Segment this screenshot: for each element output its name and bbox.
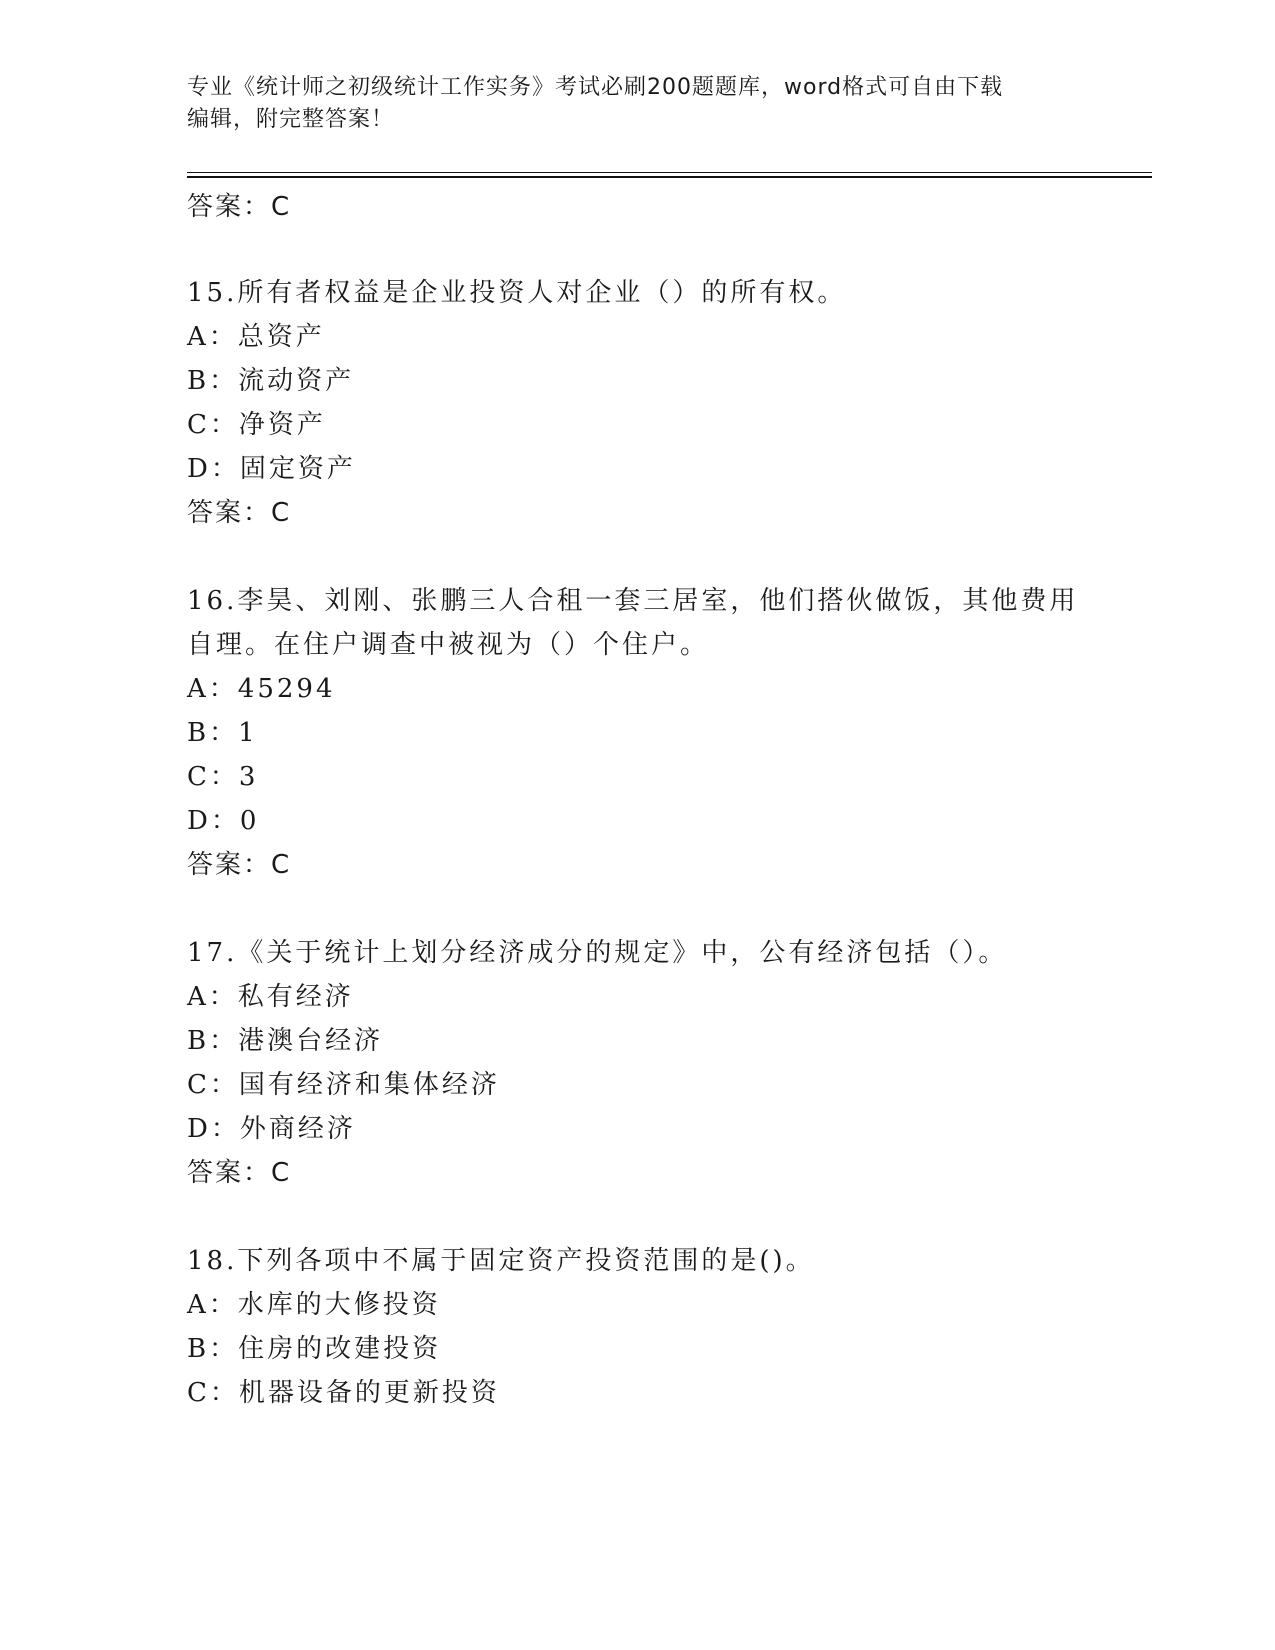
option-b: B：1 (187, 718, 258, 748)
header-line-2: 编辑，附完整答案！ (187, 107, 395, 132)
option-b: B：港澳台经济 (187, 1026, 384, 1056)
option-d: D：固定资产 (187, 454, 356, 484)
option-c: C：3 (187, 762, 259, 792)
header-divider-thick (187, 176, 1152, 178)
answer-line: 答案：C (187, 192, 292, 222)
answer-line: 答案：C (187, 1158, 292, 1188)
option-a: A：45294 (187, 674, 336, 704)
question-stem: 17.《关于统计上划分经济成分的规定》中，公有经济包括（）。 (187, 938, 1008, 968)
question-stem: 16.李昊、刘刚、张鹏三人合租一套三居室，他们搭伙做饭，其他费用 (187, 586, 1079, 616)
option-c: C：国有经济和集体经济 (187, 1070, 500, 1100)
option-a: A：私有经济 (187, 982, 354, 1012)
page-header (187, 72, 1087, 136)
header-line-1: 专业《统计师之初级统计工作实务》考试必刷200题题库，word格式可自由下载 (187, 75, 1004, 100)
question-stem: 15.所有者权益是企业投资人对企业（）的所有权。 (187, 278, 847, 308)
option-a: A：水库的大修投资 (187, 1290, 441, 1320)
answer-line: 答案：C (187, 498, 292, 528)
option-b: B：流动资产 (187, 366, 355, 396)
option-c: C：净资产 (187, 410, 326, 440)
option-b: B：住房的改建投资 (187, 1334, 442, 1364)
option-a: A：总资产 (187, 322, 325, 352)
answer-line: 答案：C (187, 850, 292, 880)
option-c: C：机器设备的更新投资 (187, 1378, 500, 1408)
question-stem: 18.下列各项中不属于固定资产投资范围的是()。 (187, 1246, 815, 1276)
option-d: D：外商经济 (187, 1114, 356, 1144)
question-stem-continued: 自理。在住户调查中被视为（）个住户。 (187, 630, 710, 660)
option-d: D：0 (187, 806, 260, 836)
header-divider-thin (187, 172, 1152, 173)
